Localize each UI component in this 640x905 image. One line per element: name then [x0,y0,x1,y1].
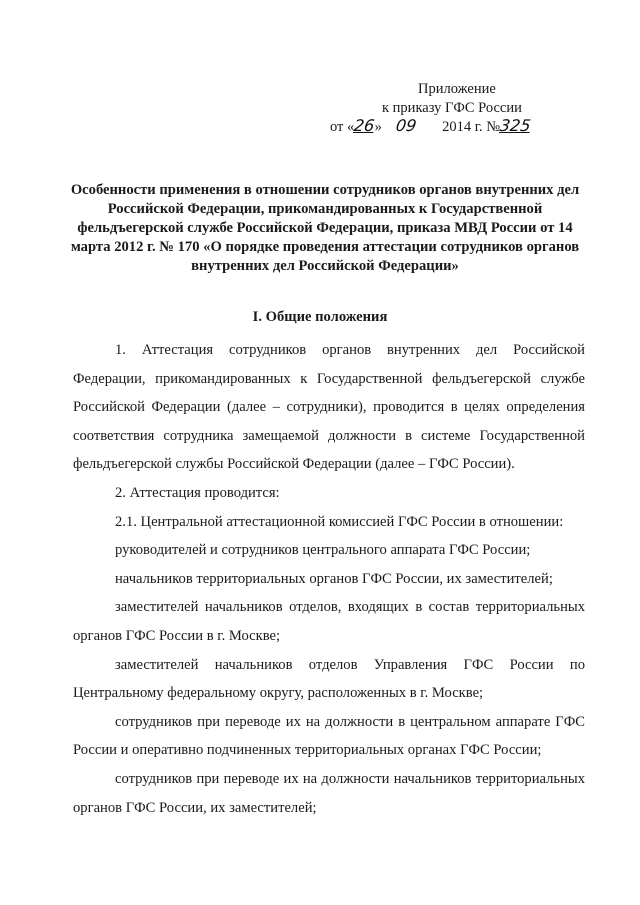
handwritten-order-number: 325 [498,116,533,135]
list-item-central-apparatus: руководителей и сотрудников центрального аппарата ГФС России; [115,542,531,559]
date-prefix: от « [330,119,355,135]
paragraph-2-1: 2.1. Центральной аттестационной комиссией ГФС России в отношении: [115,513,564,530]
list-item-transfer-central: сотрудников при переводе их на должности в центральном аппарате ГФС России и оперативно подчиненных территориальных органах ГФС России; [73,713,585,759]
handwritten-month: 09 [395,116,419,135]
document-body [73,336,585,822]
section-heading: I. Общие положения [252,309,388,325]
order-reference: к приказу ГФС России [382,100,522,116]
list-item-cfo-deputies: заместителей начальников отделов Управления ГФС России по Центральному федеральному округу, расположенных в г. Москве; [73,656,585,702]
handwritten-day: 26 [352,116,376,135]
paragraph-1: 1. Аттестация сотрудников органов внутренних дел Российской Федерации, прикомандированных к Государственной фельдъегерской службе Российской Федерации (далее – сотрудники), проводится в целях определения соответствия сотрудника замещаемой должности в системе Государственной фельдъегерской службы Российской Федерации (далее – ГФС России). [73,342,585,473]
list-item-territorial-heads: начальников территориальных органов ГФС России, их заместителей; [115,570,553,587]
document-title: Особенности применения в отношении сотрудников органов внутренних дел Российской Федерации, прикомандированных к Государственной фельдъегерской службе Российской Федерации, приказа МВД России от 14 марта 2012 г. № 170 «О порядке проведения аттестации сотрудников органов внутренних дел Российской Федерации» [70,182,580,274]
order-date-line [330,116,531,137]
paragraph-2: 2. Аттестация проводится: [115,484,280,501]
order-year: 2014 г. № [442,119,501,135]
list-item-deputy-heads-moscow: заместителей начальников отделов, входящих в состав территориальных органов ГФС России в г. Москве; [73,599,585,644]
list-item-transfer-heads: сотрудников при переводе их на должности начальников территориальных органов ГФС России, их заместителей; [73,770,585,816]
date-mid: » [374,119,382,135]
appendix-label: Приложение [418,81,496,97]
